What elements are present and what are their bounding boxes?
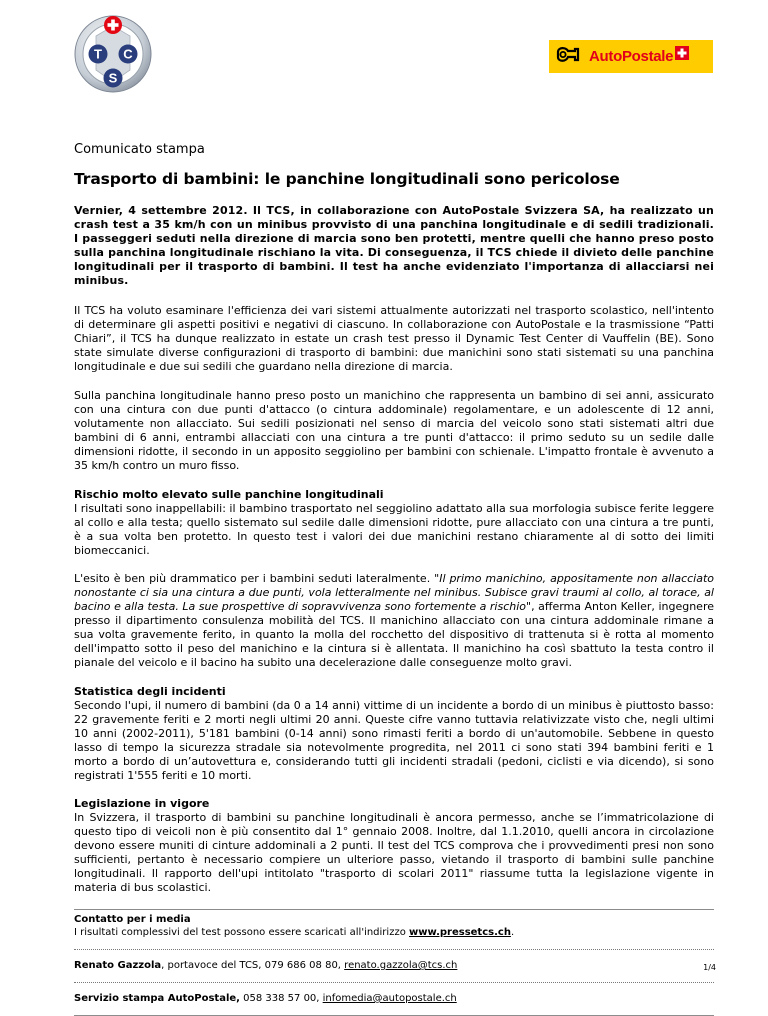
lead-paragraph: Vernier, 4 settembre 2012. Il TCS, in collaborazione con AutoPostale Svizzera SA, ha realizzato un crash test a 35 km/h con un minibus provvisto di una panchina longitudinale e di sedili tradizionali. I passeggeri seduti nella direzione di marcia sono ben protetti, mentre quelli che hanno preso posto sulla panchina longitudinale rischiano la vita. Di conseguenza, il TCS chiede il divieto delle panchine longitudinali per il trasporto di bambini. Il test ha anche evidenziato l'importanza di allacciarsi nei minibus. [74,204,714,287]
media-contact-box [74,909,714,1016]
document-body [74,142,714,1016]
section-legislation [74,797,714,895]
paragraph-intro: Il TCS ha voluto esaminare l'efficienza dei vari sistemi attualmente autorizzati nel trasporto scolastico, nell'intento di determinare gli aspetti positivi e negativi di ciascuno. In collaborazione con AutoPostale e la trasmissione “Patti Chiari”, il TCS ha dunque realizzato in estate un crash test presso il Dynamic Test Center di Vauffelin (BE). Sono state simulate diverse configurazioni di trasporto di bambini: due manichini sono stati sistemati su una panchina longitudinale e due sui sedili che guardano nella direzione di marcia. [74,304,714,373]
contact-heading: Contatto per i media [74,914,191,925]
download-end: . [510,927,515,938]
pressetcs-link[interactable]: www.pressetcs.ch [409,927,511,938]
section-heading: Rischio molto elevato sulle panchine longitudinali [74,488,384,501]
quote-follow-up: ", afferma Anton Keller, ingegnere presso il dipartimento consulenza mobilità del TCS. Il manichino allacciato con una cintura addominale rimane a sua volta gravemente ferito, in quanto la molla del rocchetto del dispositivo di trattenuta si è rotta al momento dell'impatto sotto il peso del manichino e la cintura si è allentata. Il manichino ha così sbattuto la testa contro il pianale del veicolo e il bacino ha subito una decelerazione dalle conseguenze molto gravi. [74,600,714,669]
tcs-letter-s: S [108,70,118,86]
contact-details: , portavoce del TCS, 079 686 08 80, [161,960,345,971]
tcs-logo [72,4,154,104]
tcs-wheel-icon [72,4,154,104]
document-label: Comunicato stampa [74,142,205,157]
paragraph-setup: Sulla panchina longitudinale hanno preso posto un manichino che rappresenta un bambino di sei anni, assicurato con una cintura con due punti d'attacco (o cintura addominale) regolamentare, e un adolescente di 12 anni, volutamente non allacciato. Sui sedili posizionati nel senso di marcia del veicolo sono stati sistemati altri due bambini di 6 anni, entrambi allacciati con una cintura a tre punti d'attacco: il primo seduto su un sedile dalle dimensioni ridotte, il secondo in un apposito seggiolino per bambini con schienale. L'impatto frontale è avvenuto a 35 km/h contro un muro fisso. [74,389,714,472]
section-text: In Svizzera, il trasporto di bambini su panchine longitudinali è ancora permesso, anche se l’immatricolazione di questo tipo di veicoli non è più consentito dal 1° gennaio 2008. Inoltre, dal 1.1.2010, quelli ancora in circolazione devono essere muniti di cinture addominali a 2 punti. Il test del TCS comprova che i provvedimenti presi non sono sufficienti, pertanto è necessario compiere un ulteriore passo, vietando il trasporto di bambini sulle panchine longitudinali. Il rapporto dell'upi intitolato "trasporto di scolari 2011" riassume tutta la legislazione vigente in materia di bus scolastici. [74,811,714,894]
tcs-letter-c: C [123,46,133,62]
section-statistics [74,685,714,783]
page-number: 1/4 [703,963,716,972]
paragraph-side-seats [74,572,714,670]
section-heading: Legislazione in vigore [74,797,210,810]
contact-tcs-spokesperson [74,950,714,972]
section-text: I risultati sono inappellabili: il bambino trasportato nel seggiolino adattato alla sua morfologia subisce ferite leggere al collo e alla testa; quello sistemato sul sedile dalle dimensioni ridotte, pure allacciato con una cintura a tre punti, è a sua volta ben protetto. In questo test i valori dei due manichini restano chiaramente al di sotto dei limiti biomeccanici. [74,502,714,557]
post-horn-icon [549,40,587,73]
section-heading: Statistica degli incidenti [74,685,226,698]
tcs-email-link[interactable]: renato.gazzola@tcs.ch [344,960,458,971]
document-title: Trasporto di bambini: le panchine longitudinali sono pericolose [74,170,620,188]
contact-download-line [74,926,714,939]
autopostale-email-link[interactable]: infomedia@autopostale.ch [322,993,457,1004]
swiss-cross-icon [675,46,689,60]
autopostale-logo [549,40,713,73]
tcs-letter-t: T [94,46,102,62]
contact-autopostale-press [74,983,714,1005]
contact-name: Renato Gazzola [74,960,162,971]
download-text: I risultati complessivi del test possono essere scaricati all'indirizzo [74,927,409,938]
section-risk [74,488,714,558]
autopostale-wordmark: AutoPostale [589,48,674,65]
contact-service-details: 058 338 57 00, [239,993,323,1004]
quote-lead-in: L'esito è ben più drammatico per i bambini seduti lateralmente. " [74,572,440,585]
quote-text: Il primo manichino, appositamente non allacciato nonostante ci sia una cintura a due punti, vola letteralmente nel minibus. Subisce gravi traumi al collo, al torace, al bacino e alla testa. La sue prospettive di sopravvivenza sono fortemente a rischio [74,572,714,613]
contact-service-name: Servizio stampa AutoPostale, [74,993,240,1004]
section-text: Secondo l'upi, il numero di bambini (da 0 a 14 anni) vittime di un incidente a bordo di un minibus è piuttosto basso: 22 gravemente feriti e 2 morti negli ultimi 20 anni. Queste cifre vanno tuttavia relativizzate visto che, negli ultimi 10 anni (2002-2011), 5'181 bambini (0-14 anni) sono rimasti feriti a bordo di un'automobile. Sebbene in questo lasso di tempo la sicurezza stradale sia notevolmente progredita, nel 2011 ci sono stati 394 bambini feriti e 1 morto a bordo di un’autovettura e, considerando tutti gli incidenti stradali (pedoni, ciclisti e via dicendo), si sono registrati 1'555 feriti e 10 morti. [74,699,714,782]
